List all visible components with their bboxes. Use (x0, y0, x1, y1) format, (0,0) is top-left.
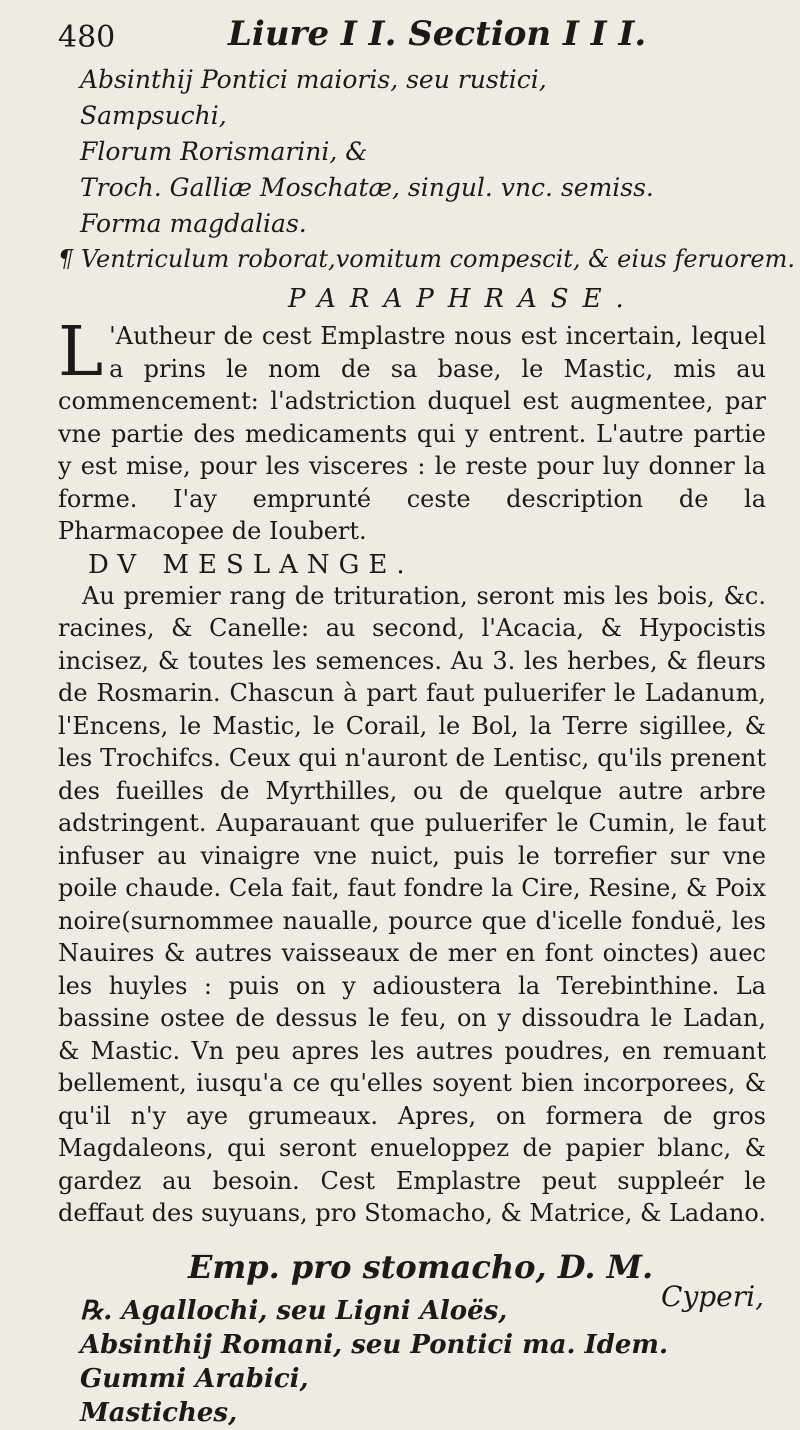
page-header (58, 14, 766, 58)
recipe-ingredient: ℞. Agallochi, seu Ligni Aloës, (80, 1295, 508, 1326)
paraphrase-title: PARAPHRASE. (288, 284, 638, 314)
virtue-line: ¶ Ventriculum roborat,vomitum compescit, & eius feruorem. (58, 245, 795, 273)
recipe-ingredient: Mastiches, (80, 1397, 238, 1428)
page-number: 480 (58, 20, 116, 55)
ingredient-line: Florum Rorismarini, & (80, 137, 368, 166)
drop-capital: L (58, 313, 104, 392)
paraphrase-text (58, 313, 766, 548)
melange-title: DV MESLANGE. (88, 549, 414, 580)
melange-text: Au premier rang de trituration, seront mis les bois, &c. racines, & Canelle: au second, l'Acacia, & Hypocistis incisez, & toutes les semences. Au 3. les herbes, & fleurs de Rosmarin. Chascun à part faut puluerifer le Ladanum, l'Encens, le Mastic, le Corail, le Bol, la Terre sigillee, & les Trochifcs. Ceux qui n'auront de Lentisc, qu'ils prenent des fueilles de Myrthilles, ou de quelque autre arbre adstringent. Auparauant que puluerifer le Cumin, le faut infuser au vinaigre vne nuict, puis le torrefier sur vne poile chaude. Cela fait, faut fondre la Cire, Resine, & Poix noire(surnommee naualle, pource que d'icelle fonduë, les Nauires & autres vaisseaux de mer en font oinctes) auec les huyles : puis on y adioustera la Terebinthine. La bassine ostee de dessus le feu, on y dissoudra le Ladan, & Mastic. Vn peu apres les autres poudres, en remuant bellement, iusqu'a ce qu'elles soyent bien incorporees, & qu'il n'y aye grumeaux. Apres, on formera de gros Magdaleons, qui seront enueloppez de papier blanc, & gardez au besoin. Cest Emplastre peut suppleér le deffaut des suyuans, pro Stomacho, & Matrice, & Ladano. (58, 581, 767, 1227)
catchword: Cyperi, (661, 1280, 764, 1313)
recipe-ingredient: Absinthij Romani, seu Pontici ma. Idem. (80, 1329, 668, 1360)
running-head: Liure I I. Section I I I. (228, 14, 647, 54)
ingredient-line: Absinthij Pontici maioris, seu rustici, (80, 65, 547, 94)
ingredient-line: Forma magdalias. (80, 209, 307, 238)
ingredient-line: Sampsuchi, (80, 101, 227, 130)
recipe-ingredient-list (58, 1294, 766, 1430)
recipe-title: Emp. pro stomacho, D. M. (188, 1247, 654, 1286)
paraphrase-body: 'Autheur de cest Emplastre nous est incertain, lequel a prins le nom de sa base, le Mastic, mis au commencement: l'adstriction duquel est augmentee, par vne partie des medicaments qui y entrent. L'autre partie y est mise, pour les visceres : le reste pour luy donner la forme. I'ay emprunté ceste description de la Pharmacopee de Ioubert. (58, 322, 766, 545)
ingredient-list (58, 62, 766, 242)
ingredient-line: Troch. Galliæ Moschatæ, singul. vnc. semiss. (80, 173, 654, 202)
recipe-ingredient: Gummi Arabici, (80, 1363, 309, 1394)
